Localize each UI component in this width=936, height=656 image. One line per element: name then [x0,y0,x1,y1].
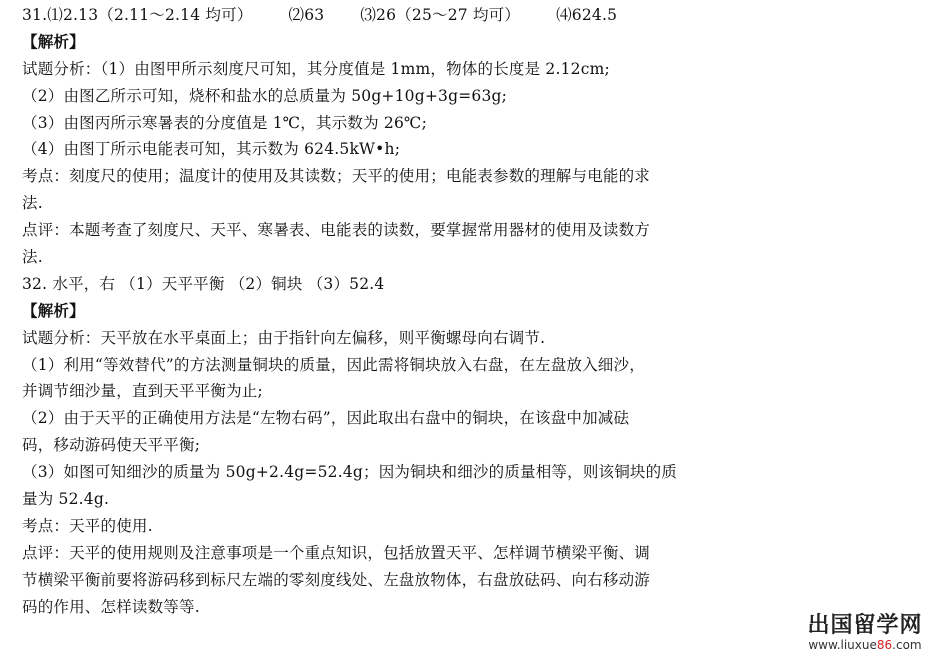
watermark-url-suffix: .com [892,638,922,652]
q32-kaodian-line: 考点：天平的使用. [22,516,153,535]
q31-number: 31. [22,6,48,24]
q31-analysis-line: 试题分析：（1）由图甲所示刻度尺可知，其分度值是 1mm，物体的长度是 2.12cm; [22,59,610,78]
q32-answer-line: 32. 水平，右 （1）天平平衡 （2）铜块 （3）52.4 [22,274,385,293]
q32-analysis-line: 码，移动游码使天平平衡; [22,436,201,455]
q31-dianping-line: 点评：本题考查了刻度尺、天平、寒暑表、电能表的读数，要掌握常用器材的使用及读数方 [22,221,651,240]
q31-kaodian-line: 法. [22,194,43,213]
watermark-url [800,638,930,652]
q32-dianping-line: 点评：天平的使用规则及注意事项是一个重点知识，包括放置天平、怎样调节横梁平衡、调 [22,543,651,562]
watermark-title: 出国留学网 [807,613,923,638]
q32-analysis-line: （1）利用“等效替代”的方法测量铜块的质量，因此需将铜块放入右盘，在左盘放入细沙， [22,355,645,374]
site-watermark [800,614,930,652]
q31-analysis-line: （2）由图乙所示可知，烧杯和盐水的总质量为 50g+10g+3g=63g; [22,86,508,105]
q31-answer-line [22,2,782,29]
q32-section-heading: 【解析】 [22,300,85,320]
q32-analysis-line: （2）由于天平的正确使用方法是“左物右码”，因此取出右盘中的铜块，在该盘中加减砝 [22,409,630,428]
q31-analysis-line: （4）由图丁所示电能表可知，其示数为 624.5kW•h; [22,140,401,159]
watermark-url-prefix: www.liuxue [808,638,877,652]
q32-dianping-line: 节横梁平衡前要将游码移到标尺左端的零刻度线处、左盘放物体，右盘放砝码、向右移动游 [22,570,651,589]
q32-analysis-line: （3）如图可知细沙的质量为 50g+2.4g=52.4g；因为铜块和细沙的质量相等，则该铜块的质 [22,463,678,482]
q32-analysis-line: 量为 52.4g. [22,490,110,509]
watermark-url-highlight: 86 [876,638,893,652]
q32-analysis-line: 并调节细沙量，直到天平平衡为止; [22,382,263,401]
q31-section-heading: 【解析】 [22,31,85,51]
answer-document [22,2,782,620]
q31-answer-1: ⑴2.13（2.11～2.14 均可） [47,6,253,24]
q32-dianping-line: 码的作用、怎样读数等等. [22,597,200,616]
q31-answer-2: ⑵63 [288,6,325,24]
q31-analysis-line: （3）由图丙所示寒暑表的分度值是 1℃，其示数为 26℃; [22,113,428,132]
q31-dianping-line: 法. [22,248,43,267]
q31-answer-4: ⑷624.5 [556,6,618,24]
q31-kaodian-line: 考点：刻度尺的使用；温度计的使用及其读数；天平的使用；电能表参数的理解与电能的求 [22,167,651,186]
q32-analysis-line: 试题分析：天平放在水平桌面上；由于指针向左偏移，则平衡螺母向右调节. [22,328,546,347]
q31-answer-3: ⑶26（25～27 均可） [360,6,521,24]
